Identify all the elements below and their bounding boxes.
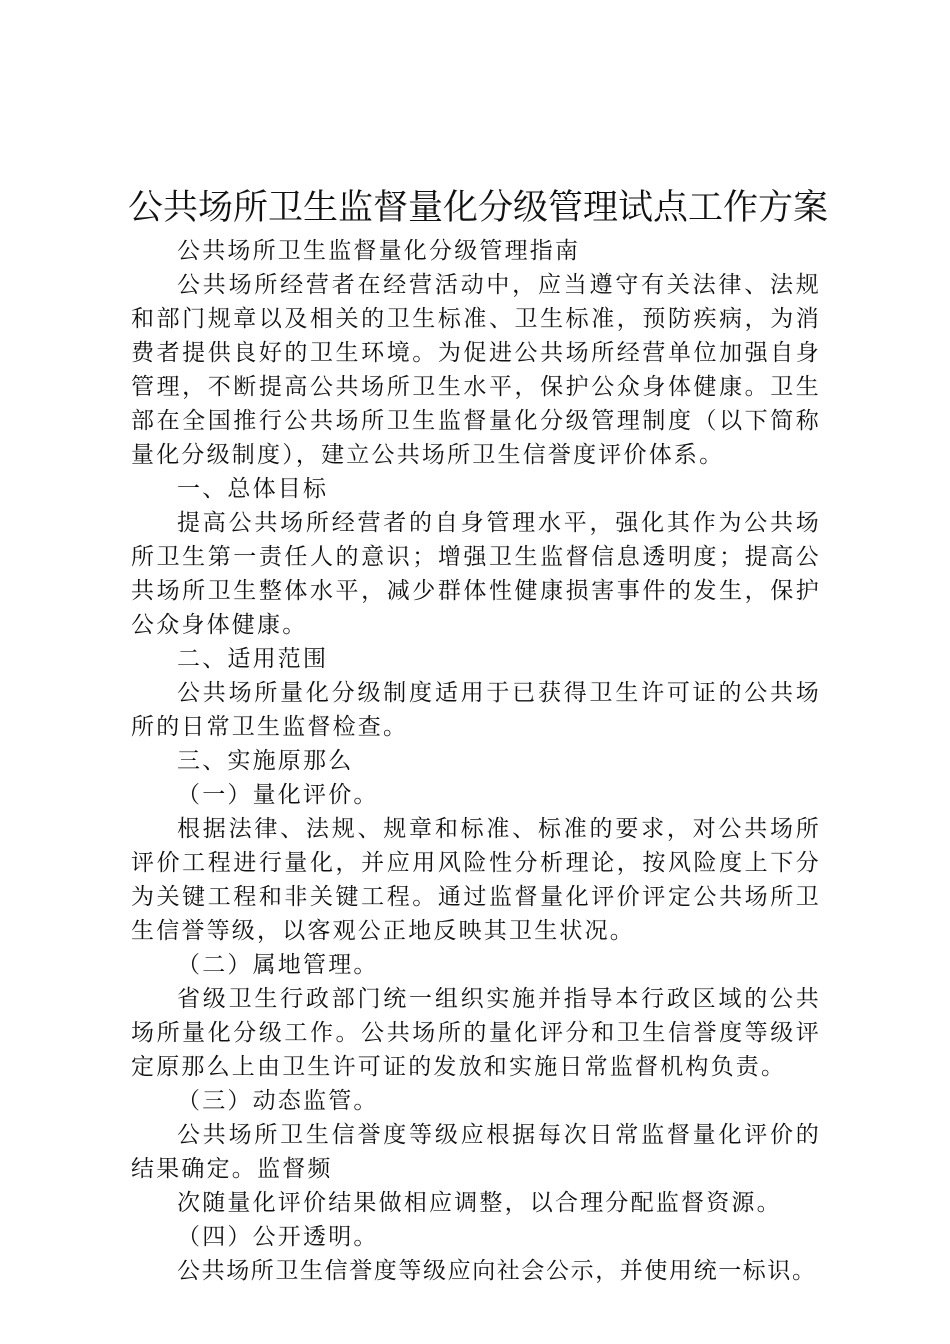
subsection-text-dynamic-supervision: 公共场所卫生信誉度等级应根据每次日常监督量化评价的结果确定。监督频 (131, 1122, 821, 1182)
subsection-heading-quantified-evaluation: （一）量化评价。 (177, 782, 379, 808)
section-heading-scope: 二、适用范围 (177, 646, 329, 672)
section-heading-principles: 三、实施原那么 (177, 748, 354, 774)
section-heading-overall-goal: 一、总体目标 (177, 476, 329, 502)
subsection-text-openness: 公共场所卫生信誉度等级应向社会公示，并使用统一标识。 (177, 1258, 817, 1284)
subsection-text-territorial-management: 省级卫生行政部门统一组织实施并指导本行政区域的公共场所量化分级工作。公共场所的量化评分和卫生信誉度等级评定原那么上由卫生许可证的发放和实施日常监督机构负责。 (131, 986, 821, 1080)
section-text-scope: 公共场所量化分级制度适用于已获得卫生许可证的公共场所的日常卫生监督检查。 (131, 680, 821, 740)
subsection-heading-openness: （四）公开透明。 (177, 1224, 379, 1250)
section-text-overall-goal: 提高公共场所经营者的自身管理水平，强化其作为公共场所卫生第一责任人的意识；增强卫生监督信息透明度；提高公共场所卫生整体水平，减少群体性健康损害事件的发生，保护公众身体健康。 (131, 510, 821, 638)
subsection-text-quantified-evaluation: 根据法律、法规、规章和标准、标准的要求，对公共场所评价工程进行量化，并应用风险性分析理论，按风险度上下分为关键工程和非关键工程。通过监督量化评价评定公共场所卫生信誉等级，以客观公正地反映其卫生状况。 (131, 816, 821, 944)
intro-paragraph: 公共场所经营者在经营活动中，应当遵守有关法律、法规和部门规章以及相关的卫生标准、卫生标准，预防疾病，为消费者提供良好的卫生环境。为促进公共场所经营单位加强自身管理，不断提高公共场所卫生水平，保护公众身体健康。卫生部在全国推行公共场所卫生监督量化分级管理制度（以下简称量化分级制度），建立公共场所卫生信誉度评价体系。 (131, 272, 821, 468)
document-title: 公共场所卫生监督量化分级管理试点工作方案 (128, 188, 829, 228)
document-body (131, 234, 821, 1288)
guide-title: 公共场所卫生监督量化分级管理指南 (177, 238, 581, 264)
subsection-heading-territorial-management: （二）属地管理。 (177, 952, 379, 978)
subsection-text-dynamic-supervision-continued: 次随量化评价结果做相应调整，以合理分配监督资源。 (177, 1190, 782, 1216)
subsection-heading-dynamic-supervision: （三）动态监管。 (177, 1088, 379, 1114)
